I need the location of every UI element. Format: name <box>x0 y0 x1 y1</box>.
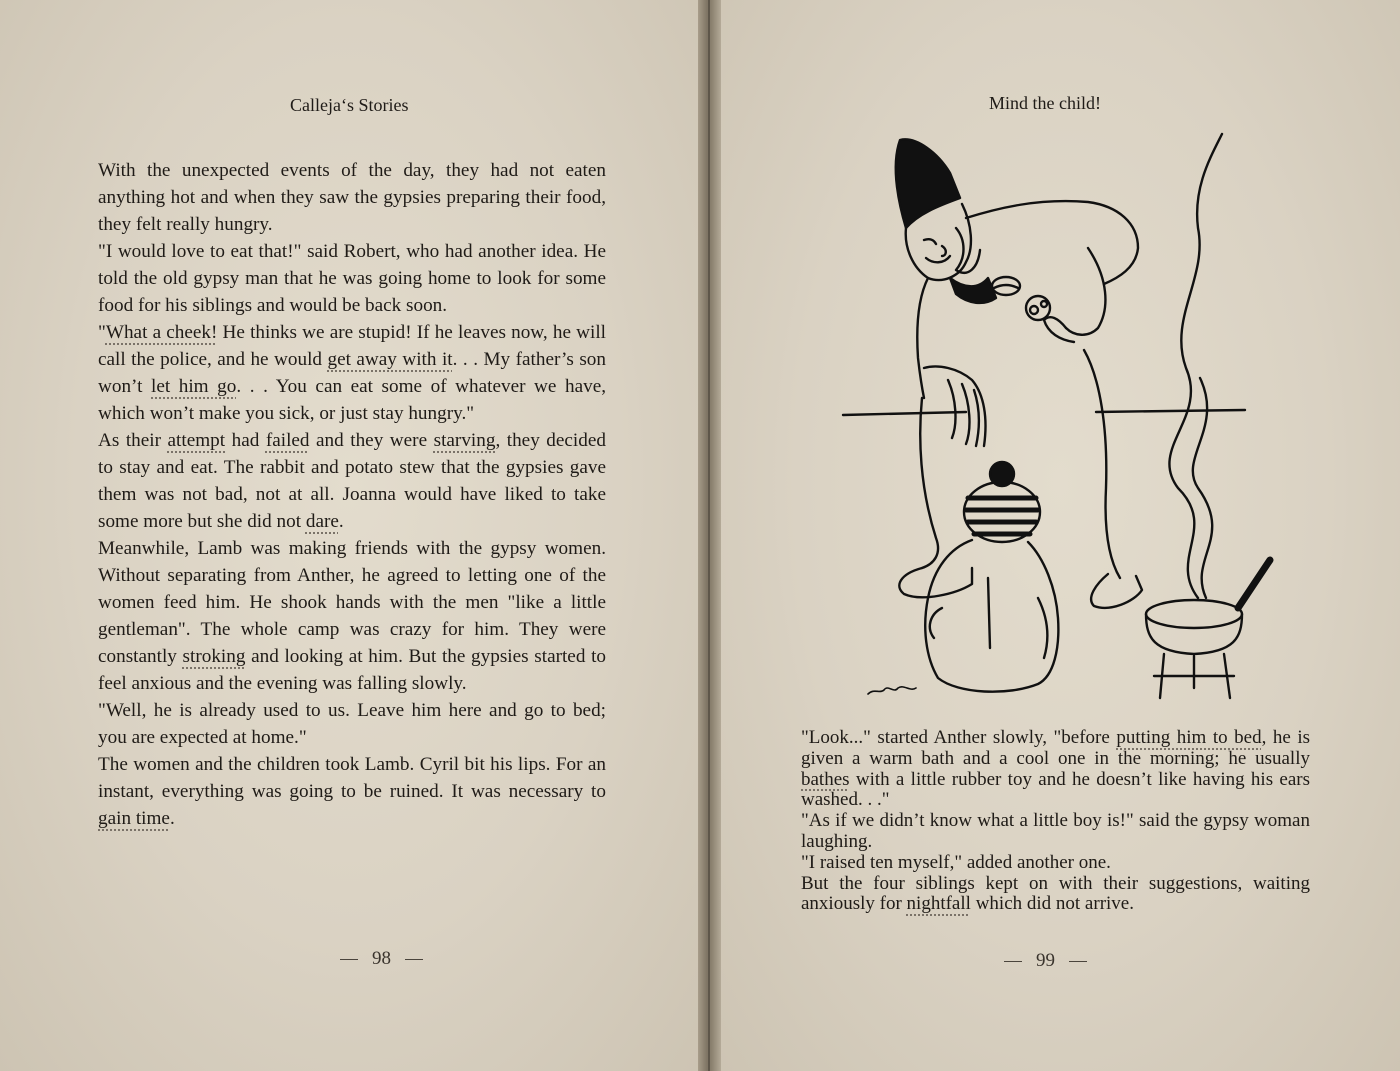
vocab-term[interactable]: stroking <box>182 646 246 667</box>
paragraph: The women and the children took Lamb. Cyril bit his lips. For an instant, everything was going to be ruined. It was necessary to gain time. <box>98 754 606 829</box>
vocab-term[interactable]: let him go <box>151 376 237 397</box>
paragraph: Meanwhile, Lamb was making friends with the gypsy women. Without separating from Anther, he agreed to letting one of the women feed him. He shook hands with the men "like a little gentleman". The whole camp was crazy for him. They were constantly stroking and looking at him. But the gypsies started to feel anxious and the evening was falling slowly. <box>98 538 606 694</box>
paragraph: "What a cheek! He thinks we are stupid! If he leaves now, he will call the police, and he would get away with it. . . My father’s son won’t let him go. . . You can eat some of whatever we have, which won’t make you sick, or just stay hungry." <box>98 322 607 424</box>
paragraph: "Look..." started Anther slowly, "before putting him to bed, he is given a warm bath and a cool one in the morning; he usually bathes with a little rubber toy and he doesn’t like having his ears washed. . ." <box>801 727 1310 811</box>
paragraph: "I would love to eat that!" said Robert, who had another idea. He told the old gypsy man that he was going home to look for some food for his siblings and would be back soon. <box>98 241 606 316</box>
vocab-term[interactable]: What a cheek! <box>105 322 218 343</box>
left-page <box>0 0 698 1071</box>
right-page-number: 99 <box>990 950 1101 972</box>
paragraph: "Well, he is already used to us. Leave him here and go to bed; you are expected at home." <box>98 700 606 748</box>
vocab-term[interactable]: nightfall <box>906 893 971 915</box>
right-running-head: Mind the child! <box>989 93 1101 113</box>
paragraph: "I raised ten myself," added another one. <box>801 851 1111 873</box>
left-page-body <box>98 157 606 832</box>
book-gutter <box>698 0 721 1071</box>
paragraph: "As if we didn’t know what a little boy is!" said the gypsy woman laughing. <box>801 810 1310 852</box>
right-page-body <box>801 728 1310 915</box>
vocab-term[interactable]: putting him to bed <box>1116 727 1262 748</box>
old-gypsy-man-with-child-illustration <box>838 128 1298 718</box>
vocab-term[interactable]: get away with it <box>327 349 453 370</box>
paragraph: With the unexpected events of the day, they had not eaten anything hot and when they saw the gypsies preparing their food, they felt really hungry. <box>98 160 606 235</box>
right-page <box>721 0 1400 1071</box>
vocab-term[interactable]: bathes <box>801 768 850 790</box>
vocab-term[interactable]: attempt <box>167 430 226 451</box>
vocab-term[interactable]: failed <box>265 430 310 451</box>
vocab-term[interactable]: starving <box>433 430 496 451</box>
vocab-term[interactable]: dare <box>305 511 339 532</box>
vocab-term[interactable]: gain time <box>98 808 170 829</box>
paragraph: But the four siblings kept on with their suggestions, waiting anxiously for nightfall which did not arrive. <box>801 872 1310 915</box>
left-running-head: Calleja‘s Stories <box>290 95 409 115</box>
left-page-number: 98 <box>326 948 437 970</box>
paragraph: As their attempt had failed and they were starving, they decided to stay and eat. The rabbit and potato stew that the gypsies gave them was not bad, not at all. Joanna would have liked to take some more but she did not dare. <box>98 430 606 532</box>
